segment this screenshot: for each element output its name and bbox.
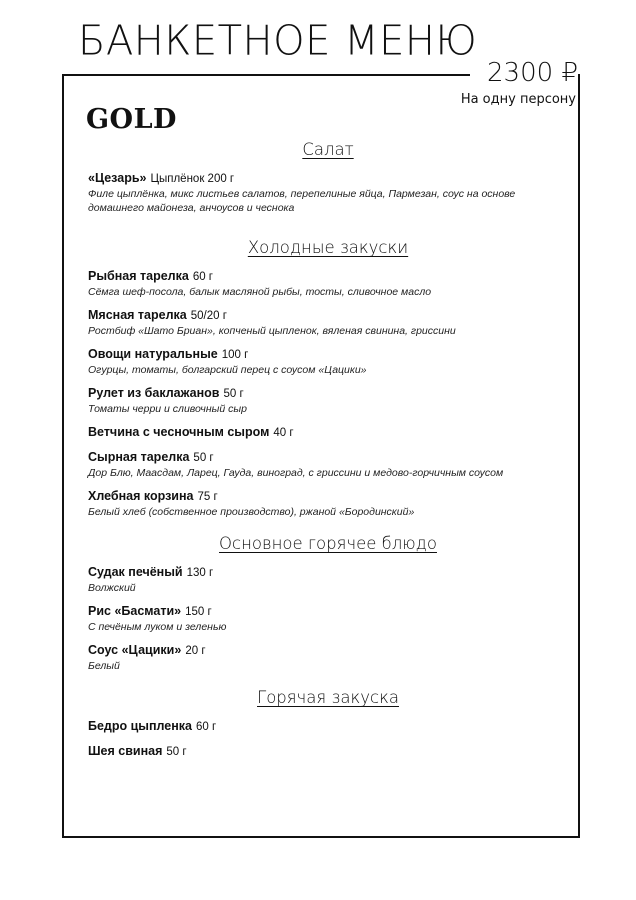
section-hot-appetizer bbox=[88, 688, 528, 760]
menu-item bbox=[88, 719, 528, 735]
item-description: Волжский bbox=[88, 582, 136, 594]
section-salad bbox=[88, 140, 528, 215]
gold-logo: GOLD bbox=[86, 104, 177, 135]
menu-item bbox=[88, 643, 528, 673]
item-name: Рыбная тарелка bbox=[88, 269, 189, 283]
item-description: Дор Блю, Маасдам, Ларец, Гауда, виноград, с гриссини и медово-горчичным соусом bbox=[88, 467, 504, 479]
item-weight: 50 г bbox=[166, 746, 187, 758]
item-weight: 75 г bbox=[197, 491, 218, 503]
item-description: Огурцы, томаты, болгарский перец с соусом «Цацики» bbox=[88, 364, 367, 376]
item-name: Рулет из баклажанов bbox=[88, 386, 220, 400]
item-name: Овощи натуральные bbox=[88, 347, 218, 361]
item-name: Соус «Цацики» bbox=[88, 643, 182, 657]
item-weight: 150 г bbox=[185, 606, 212, 618]
item-name: Мясная тарелка bbox=[88, 308, 187, 322]
section-title: Горячая закуска bbox=[257, 688, 399, 707]
item-weight: 50/20 г bbox=[190, 310, 227, 322]
menu-item bbox=[88, 450, 528, 480]
item-description: С печёным луком и зеленью bbox=[88, 621, 227, 633]
section-cold-appetizers bbox=[88, 238, 528, 519]
item-weight: 130 г bbox=[186, 567, 214, 579]
menu-item bbox=[88, 744, 528, 760]
item-weight: 40 г bbox=[273, 427, 294, 439]
price: 2300 ₽ bbox=[479, 58, 578, 88]
section-title: Основное горячее блюдо bbox=[219, 534, 437, 553]
item-description: Ростбиф «Шато Бриан», копченый цыпленок, вяленая свинина, гриссини bbox=[88, 325, 456, 337]
item-description: Томаты черри и сливочный сыр bbox=[88, 403, 247, 415]
menu-item bbox=[88, 489, 528, 519]
item-weight: 60 г bbox=[196, 721, 217, 733]
item-description: Сёмга шеф-посола, балык масляной рыбы, тосты, сливочное масло bbox=[88, 286, 432, 298]
item-weight: 100 г bbox=[221, 349, 249, 361]
menu-item bbox=[88, 604, 528, 634]
menu-item bbox=[88, 565, 528, 595]
menu-content bbox=[88, 140, 528, 769]
menu-item bbox=[88, 347, 528, 377]
section-main-hot bbox=[88, 534, 528, 673]
section-title: Салат bbox=[302, 140, 354, 159]
per-person-label: На одну персону bbox=[460, 92, 576, 107]
item-weight: 50 г bbox=[193, 452, 214, 464]
item-description: Филе цыплёнка, микс листьев салатов, перепелиные яйца, Пармезан, соус на основе домашнего майонеза, анчоусов и чеснока bbox=[88, 188, 516, 214]
item-name: Хлебная корзина bbox=[88, 489, 194, 503]
item-description: Белый хлеб (собственное производство), ржаной «Бородинский» bbox=[88, 506, 415, 518]
item-name: Бедро цыпленка bbox=[88, 719, 193, 733]
menu-item bbox=[88, 269, 528, 299]
item-weight: 20 г bbox=[185, 645, 206, 657]
item-name: Ветчина с чесночным сыром bbox=[88, 425, 270, 439]
item-name: Шея свиная bbox=[88, 744, 163, 758]
item-weight: Цыплёнок 200 г bbox=[150, 173, 235, 185]
section-title: Холодные закуски bbox=[247, 238, 409, 257]
menu-item bbox=[88, 386, 528, 416]
page-title: БАНКЕТНОЕ МЕНЮ bbox=[78, 17, 478, 65]
frame-top-border bbox=[62, 74, 470, 76]
item-name: Рис «Басмати» bbox=[88, 604, 182, 618]
item-name: Судак печёный bbox=[88, 565, 183, 579]
menu-item bbox=[88, 171, 528, 215]
item-weight: 60 г bbox=[192, 271, 213, 283]
item-weight: 50 г bbox=[223, 388, 244, 400]
item-description: Белый bbox=[88, 660, 120, 672]
item-name: «Цезарь» bbox=[88, 171, 147, 185]
menu-item bbox=[88, 308, 528, 338]
item-name: Сырная тарелка bbox=[88, 450, 190, 464]
menu-item bbox=[88, 425, 528, 441]
